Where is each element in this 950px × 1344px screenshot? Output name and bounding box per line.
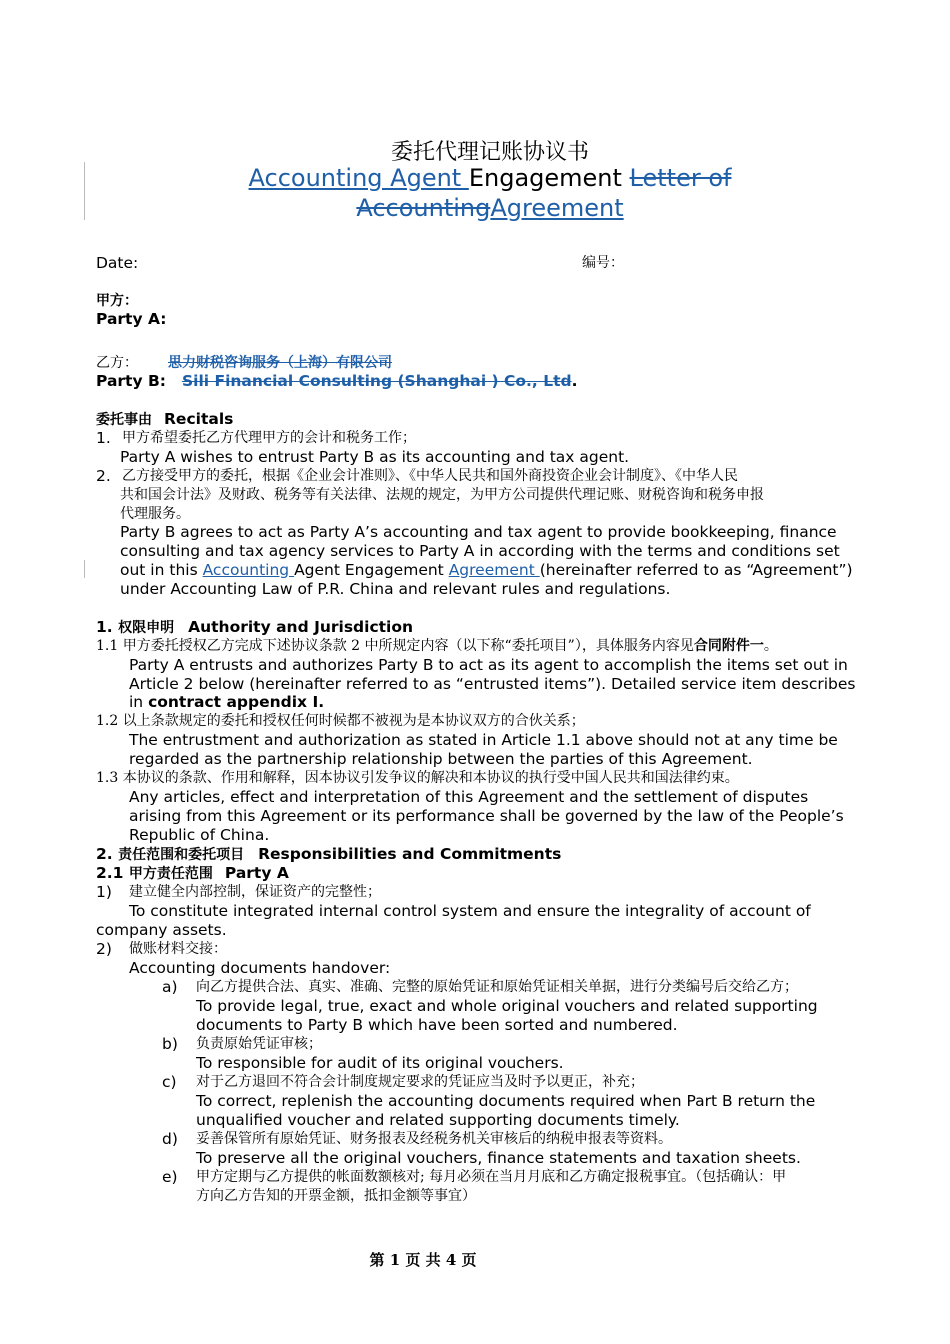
number-label: 编号： <box>582 255 624 271</box>
sub-item-d-zh: 妥善保管所有原始凭证、财务报表及经税务机关审核后的纳税申报表等资料。 <box>196 1131 672 1147</box>
party-b-en-label: Party B: <box>96 372 166 390</box>
item-1-en-line: To constitute integrated internal control system and ensure the integrality of account of <box>129 902 811 920</box>
sub-item-a-en-line: documents to Party B which have been sorted and numbered. <box>196 1016 678 1034</box>
deleted-text: Letter of <box>629 164 732 192</box>
sub-item-d-label: d) <box>162 1130 178 1148</box>
date-label: Date: <box>96 254 139 272</box>
party-b-en-name: Sili Financial Consulting (Shanghai ) Co., Ltd <box>181 372 572 390</box>
text-run-bold: 合同附件一 <box>693 638 764 654</box>
sub-item-c-en-line: To correct, replenish the accounting documents required when Part B return the <box>196 1092 816 1110</box>
section-1-heading <box>96 618 413 638</box>
deleted-text: Accounting <box>356 194 491 222</box>
recitals-heading <box>96 410 233 430</box>
sub-item-b-label: b) <box>162 1035 178 1053</box>
party-a-zh: 甲方： <box>96 293 138 309</box>
clause-1-2-en-line: regarded as the partnership relationship between the parties of this Agreement. <box>129 750 753 768</box>
recital-1-zh: 甲方希望委托乙方代理甲方的会计和税务工作； <box>122 430 416 446</box>
title-chinese: 委托代理记账协议书 <box>390 140 589 165</box>
sub-item-a-en-line: To provide legal, true, exact and whole original vouchers and related supporting <box>196 997 818 1015</box>
recital-2-zh-line: 代理服务。 <box>120 506 190 522</box>
sub-item-e-zh-line: 方向乙方告知的开票金额，抵扣金额等事宜） <box>196 1188 476 1204</box>
inserted-text: Agreement <box>490 194 624 222</box>
text-run: 1.1 甲方委托授权乙方完成下述协议条款 2 中所规定内容（以下称“委托项目”），具体服务内容见 <box>96 638 694 654</box>
sub-item-c-en-line: unqualified voucher and related supporting documents timely. <box>196 1111 680 1129</box>
section-1-number: 1. <box>96 618 113 636</box>
recital-2-number: 2. <box>96 467 111 485</box>
title-english-line-1 <box>0 163 950 193</box>
title-english-line-2 <box>0 193 950 223</box>
recital-2-en-line: Party B agrees to act as Party A’s accounting and tax agent to provide bookkeeping, finance <box>120 523 837 541</box>
item-1-number: 1) <box>96 883 112 901</box>
text-run: 。 <box>763 638 778 654</box>
clause-1-2-zh: 1.2 以上条款规定的委托和授权任何时候都不被视为是本协议双方的合伙关系； <box>96 713 585 729</box>
section-2-heading-zh: 责任范围和委托项目 <box>118 847 245 863</box>
clause-1-2-en-line: The entrustment and authorization as stated in Article 1.1 above should not at any time be <box>129 731 838 749</box>
party-b-zh-label: 乙方： <box>96 355 138 371</box>
clause-1-1-zh <box>96 637 778 656</box>
sub-item-e-zh-line: 甲方定期与乙方提供的帐面数额核对; 每月必须在当月月底和乙方确定报税事宜。（包括确认：甲 <box>196 1169 787 1185</box>
page-footer: 第 1 页 共 4 页 <box>369 1251 477 1269</box>
section-2-1-heading-en: Party A <box>224 864 289 882</box>
recitals-heading-zh: 委托事由 <box>96 412 152 428</box>
clause-1-3-en-line: Any articles, effect and interpretation of this Agreement and the settlement of disputes <box>129 788 809 806</box>
inserted-text: Agreement <box>448 561 540 579</box>
recital-2-en-line <box>120 561 853 580</box>
item-2-number: 2) <box>96 940 112 958</box>
party-b-en-end: . <box>571 372 578 390</box>
recital-1-number: 1. <box>96 429 111 447</box>
recital-2-en-line: under Accounting Law of P.R. China and relevant rules and regulations. <box>120 580 671 598</box>
item-2-en: Accounting documents handover: <box>129 959 391 977</box>
party-b-zh-name: 思力财税咨询服务（上海）有限公司 <box>168 355 392 371</box>
section-2-1-heading-zh: 甲方责任范围 <box>128 866 213 882</box>
item-1-zh: 建立健全内部控制，保证资产的完整性； <box>129 884 381 900</box>
item-1-en-line: company assets. <box>96 921 227 939</box>
clause-1-3-en-line: arising from this Agreement or its performance shall be governed by the law of the People’s <box>129 807 844 825</box>
section-1-heading-en: Authority and Jurisdiction <box>188 618 414 636</box>
section-2-number: 2. <box>96 845 113 863</box>
party-a-en: Party A: <box>96 310 167 328</box>
sub-item-c-label: c) <box>162 1073 177 1091</box>
text-run-bold: contract appendix I. <box>148 693 325 711</box>
clause-1-1-en-line: Article 2 below (hereinafter referred to as “entrusted items”). Detailed service item describes <box>129 675 856 693</box>
party-b-en <box>96 372 578 391</box>
item-2-zh: 做账材料交接： <box>129 941 227 957</box>
recital-2-zh-line: 共和国会计法》及财政、税务等有关法律、法规的规定，为甲方公司提供代理记账、财税咨询和税务申报 <box>120 487 764 503</box>
text-run: in <box>129 693 149 711</box>
clause-1-3-zh: 1.3 本协议的条款、作用和解释，因本协议引发争议的解决和本协议的执行受中国人民共和国法律约束。 <box>96 770 739 786</box>
change-bar <box>84 560 85 578</box>
text-run: (hereinafter referred to as “Agreement”) <box>539 561 853 579</box>
text-run: Agent Engagement <box>294 561 449 579</box>
sub-item-b-zh: 负责原始凭证审核； <box>196 1036 322 1052</box>
text-run: out in this <box>120 561 203 579</box>
section-1-heading-zh: 权限申明 <box>118 620 175 636</box>
sub-item-c-zh: 对于乙方退回不符合会计制度规定要求的凭证应当及时予以更正，补充； <box>196 1074 644 1090</box>
section-2-heading-en: Responsibilities and Commitments <box>258 845 562 863</box>
clause-1-3-en-line: Republic of China. <box>129 826 270 844</box>
title-text: Engagement <box>468 164 630 192</box>
recital-2-zh-line: 乙方接受甲方的委托，根据《企业会计准则》、《中华人民共和国外商投资企业会计制度》、《中华人民 <box>122 468 738 484</box>
sub-item-a-zh: 向乙方提供合法、真实、准确、完整的原始凭证和原始凭证相关单据，进行分类编号后交给乙方； <box>196 979 798 995</box>
recital-2-en-line: consulting and tax agency services to Party A in according with the terms and conditions set <box>120 542 840 560</box>
sub-item-d-en: To preserve all the original vouchers, finance statements and taxation sheets. <box>196 1149 801 1167</box>
clause-1-1-en-line: Party A entrusts and authorizes Party B to act as its agent to accomplish the items set out in <box>129 656 848 674</box>
recital-1-en: Party A wishes to entrust Party B as its accounting and tax agent. <box>120 448 630 466</box>
clause-1-1-en-line <box>129 693 324 712</box>
section-2-heading <box>96 845 561 865</box>
inserted-text: Accounting Agent <box>248 164 469 192</box>
sub-item-a-label: a) <box>162 978 178 996</box>
section-2-1-number: 2.1 <box>96 864 124 882</box>
inserted-text: Accounting <box>202 561 295 579</box>
recitals-heading-en: Recitals <box>164 410 234 428</box>
sub-item-b-en: To responsible for audit of its original vouchers. <box>196 1054 564 1072</box>
section-2-1-heading <box>96 864 289 884</box>
sub-item-e-label: e) <box>162 1168 178 1186</box>
